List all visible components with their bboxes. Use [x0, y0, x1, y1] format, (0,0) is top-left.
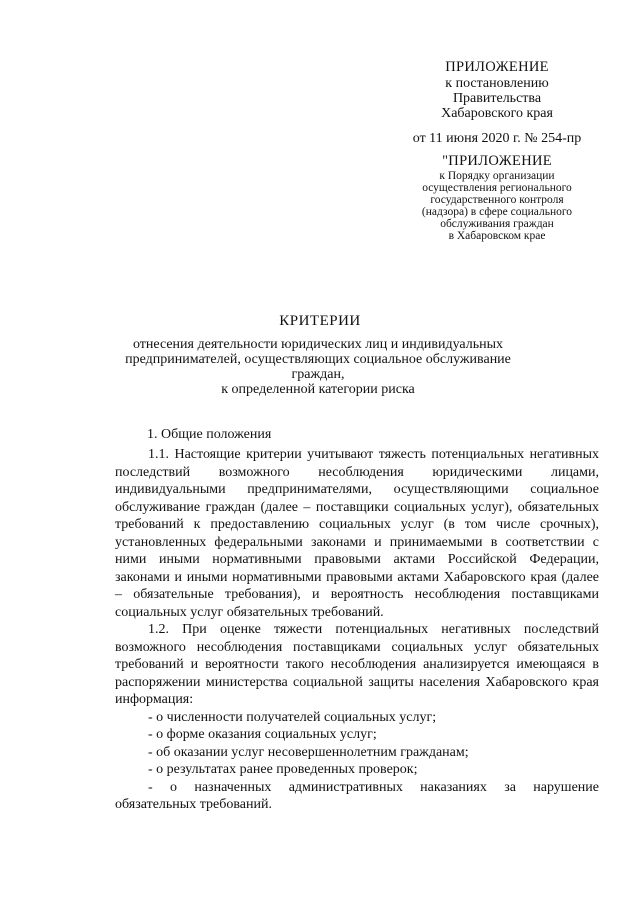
bullet-item: - о численности получателей социальных услуг; [148, 709, 437, 725]
document-title: КРИТЕРИИ [279, 313, 361, 329]
subtitle-line: предпринимателей, осуществляющих социальное обслуживание граждан, [125, 352, 511, 382]
annex-small-line: государственного контроля [430, 194, 564, 206]
section-heading: 1. Общие положения [147, 427, 272, 442]
annex-small-line: осуществления регионального [422, 182, 572, 194]
paragraph-1-2: 1.2. При оценке тяжести потенциальных негативных последствий возможного несоблюдения поставщиками социальных услуг обязательных требований и вероятности такого несоблюдения анализируется имеющаяся в распоряжении министерства социальной защиты населения Хабаровского края информация: [115, 622, 599, 707]
annex-line: Правительства [452, 91, 542, 106]
annex-date: от 11 июня 2020 г. № 254-пр [412, 131, 582, 146]
document-subtitle [110, 337, 526, 397]
body-text [115, 446, 599, 814]
bullet-item: - об оказании услуг несовершеннолетним гражданам; [148, 744, 469, 760]
annex-small-line: в Хабаровском крае [448, 230, 546, 242]
annex-title-2: "ПРИЛОЖЕНИЕ [442, 153, 552, 169]
annex-small-line: к Порядку организации [439, 170, 555, 182]
annex-block [402, 58, 592, 242]
annex-line: к постановлению [445, 76, 549, 91]
subtitle-line: к определенной категории риска [221, 382, 415, 397]
subtitle-line: отнесения деятельности юридических лиц и индивидуальных [132, 337, 504, 352]
annex-small-line: обслуживания граждан [440, 218, 554, 230]
paragraph-1-1: 1.1. Настоящие критерии учитывают тяжесть потенциальных негативных последствий возможного несоблюдения юридическими лицами, индивидуальными предпринимателями, осуществляющими социальное обслуживание граждан (далее – поставщики социальных услуг), обязательных требований к предоставлению социальных услуг (в том числе срочных), установленных федеральными законами и принимаемыми в соответствии с ними иными нормативными правовыми актами Российской Федерации, законами и иными нормативными правовыми актами Хабаровского края (далее – обязательные требования), и вероятность несоблюдения поставщиками социальных услуг обязательных требований. [115, 447, 599, 620]
annex-line: Хабаровского края [441, 106, 553, 121]
annex-title: ПРИЛОЖЕНИЕ [445, 59, 549, 75]
annex-small-line: (надзора) в сфере социального [421, 206, 573, 218]
bullet-item: - о назначенных административных наказаниях за нарушение обязательных требований. [115, 779, 599, 812]
bullet-item: - о форме оказания социальных услуг; [148, 727, 377, 742]
bullet-item: - о результатах ранее проведенных проверок; [148, 762, 418, 777]
